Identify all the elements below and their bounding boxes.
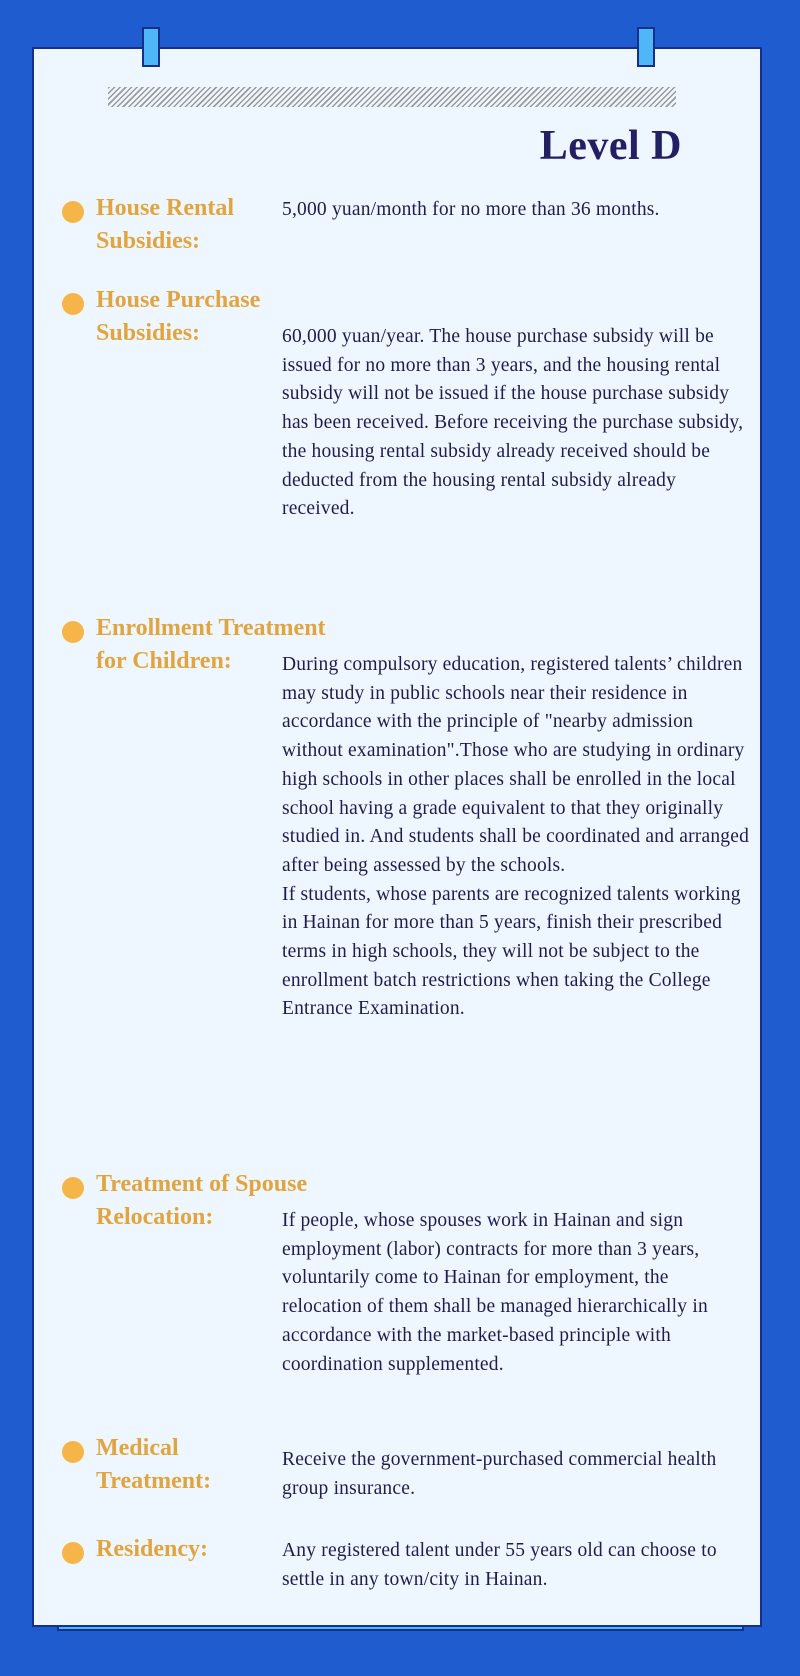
- description-paragraph: Any registered talent under 55 years old can choose to settle in any town/city in Hainan.: [282, 1540, 717, 1590]
- description-paragraph: If people, whose spouses work in Hainan and sign employment (labor) contracts for more than 3 years, voluntarily come to Hainan for employment, the relocation of them shall be managed hierarchically in accordance with the market-based principle with coordination supplemented.: [282, 1210, 708, 1375]
- label-line: Enrollment Treatment: [96, 615, 326, 641]
- label-line: House Rental: [96, 195, 234, 221]
- bullet-icon: [62, 1177, 84, 1199]
- right-clip-decoration: [637, 27, 655, 67]
- label-line: Relocation:: [96, 1204, 214, 1230]
- page-title: Level D: [539, 123, 682, 169]
- label-line: Treatment:: [96, 1468, 212, 1494]
- left-clip-decoration: [142, 27, 160, 67]
- bullet-icon: [62, 293, 84, 315]
- section-description: [282, 651, 752, 1024]
- section-label: [96, 1533, 296, 1566]
- section-description: [282, 196, 752, 225]
- description-paragraph: 5,000 yuan/month for no more than 36 months.: [282, 199, 660, 220]
- label-line: Treatment of Spouse: [96, 1171, 308, 1197]
- label-line: for Children:: [96, 648, 232, 674]
- description-paragraph: If students, whose parents are recognized talents working in Hainan for more than 5 years, finish their prescribed terms in high schools, they will not be subject to the enrollment batch restrictions when taking the College Entrance Examination.: [282, 883, 741, 1020]
- bullet-icon: [62, 1441, 84, 1463]
- label-line: Residency:: [96, 1536, 208, 1562]
- section-description: [282, 1537, 752, 1594]
- description-paragraph: During compulsory education, registered talents’ children may study in public schools near their residence in accordance with the principle of "nearby admission without examination".Those who are studying in ordinary high schools in other places shall be enrolled in the local school having a grade equivalent to that they originally studied in. And students shall be coordinated and arranged after being assessed by the schools.: [282, 654, 750, 876]
- description-paragraph: Receive the government-purchased commercial health group insurance.: [282, 1449, 717, 1499]
- section-label: [96, 284, 296, 350]
- section-description: [282, 1446, 752, 1503]
- label-line: Subsidies:: [96, 320, 201, 346]
- label-line: Medical: [96, 1435, 179, 1461]
- bullet-icon: [62, 201, 84, 223]
- hatch-divider: [108, 87, 676, 107]
- section-label: [96, 1432, 296, 1498]
- section-description: [282, 1207, 752, 1379]
- bullet-icon: [62, 1542, 84, 1564]
- label-line: Subsidies:: [96, 228, 201, 254]
- section-label: [96, 192, 296, 258]
- label-line: House Purchase: [96, 287, 261, 313]
- description-paragraph: 60,000 yuan/year. The house purchase subsidy will be issued for no more than 3 years, and the housing rental subsidy will not be issued if the house purchase subsidy has been received. Before receiving the purchase subsidy, the housing rental subsidy already received should be deducted from the housing rental subsidy already received.: [282, 326, 744, 520]
- section-description: [282, 323, 752, 524]
- bullet-icon: [62, 621, 84, 643]
